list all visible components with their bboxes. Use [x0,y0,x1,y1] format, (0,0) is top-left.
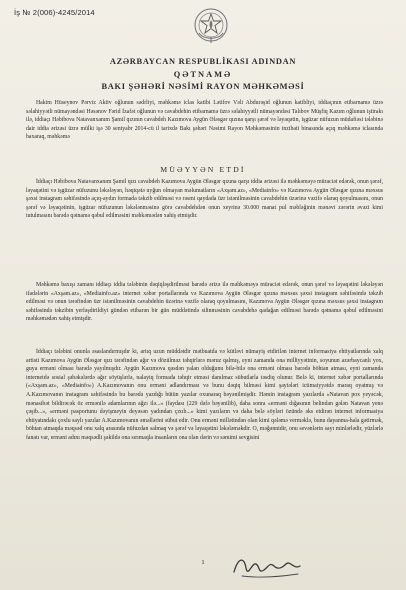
court-heading: BAKI ŞƏHƏRİ NƏSİMİ RAYON MƏHKƏMƏSİ [101,82,305,91]
intro-paragraph: Hakim Hüseynov Pərviz Aktiv oğlunun sədrliyi, məhkəmə iclas katibi Lətifov Vəli Abdurəşid oğlunun katibliyi, iddiaçının etibarnamə üzrə səlahiyyətli nümayəndəsi Həsənov Fərid İzafət oğlunun və cavabdehin etibarnamə üzrə səlahiyyətli nümayəndəsi Talıbov Müşfiq Kazım oğlunun iştirakı ilə, iddiaçı Həbibova Natavanxanım Şamil qızının cavabdeh Kazımova Aygün Ələsgər qızına qarşı şərəf və ləyaqətin, işgüzar nüfuzun müdafiəsi tələbinə dair iddia ərizəsi üzrə mülki işə 30 sentyabr 2014-cü il tarixdə Bakı şəhəri Nəsimi Rayon Məhkəməsinin inzibati binasında açıq məhkəmə iclasında baxaraq, məhkəmə [26,100,383,141]
coat-of-arms-icon [193,7,229,45]
claim-paragraph: İddiaçı Həbibova Natavanxanım Şamil qızı cavabdeh Kazımova Aygün Ələsgər qızına qarşı iddia ərizəsi ilə məhkəməyə müraciət edərək, onun şərəf, ləyaqətini və işgüzar nüfuzunu ləkələyən, həqiqətə uyğun olmayan məlumatların «Axşam.az», «Mediainfo» və Kazımova Aygün Ələsgər qızına məxsus şəxsi instagram səhifəsində açıq-aydın formada təkzib edilməsi və rəsmi qaydada üzr istənilməsinin cavabdehin üzərinə vəzifə olaraq qoyulmasını, onun şərəf və ləyaqətinin, işgüzar nüfuzunun ləkələnməsinə görə cavabdehdən onun xeyrinə 30.000 manat pul məbləğinin mənəvi zərərin əvəzi kimi tutulmasını barədə qətnamə qəbul edilməsini məhkəmədən xahiş etmişdir. [26,179,383,220]
established-heading: MÜƏYYƏN ETDİ [160,165,246,174]
handwritten-signature-icon [228,548,308,584]
hearing-paragraph: Məhkəmə baxışı zamanı iddiaçı iddia tələbinin dəqiqləşdirilməsi barədə ərizə ilə məhkəməyə müraciət edərək, onun şərəf və ləyaqətini ləkələyən ifadələrin «Axşam.az», «Mediainfo.az» internet xəbər portallarında və Kazımova Aygün Ələsgər qızına məxsus şəxsi instagram səhifəsində təkzib edilməsi və onun tərəfindən üzr istənilməsinin cavabdehin üzərinə vəzifə olaraq qoyulmasını, Kazımova Aygün Ələsgər qızına məxsus şəxsi instagram səhifəsində təkzibin yerləşdirildiyi gündən etibarən bir gün müddətində silinməsinin cavabdehə qadağan edilməsi barədə qətnamə qəbul edilməsini məhkəmədən xahiş etmişdir. [26,282,383,323]
page-number: 1 [201,559,205,566]
decision-heading: QƏTNAMƏ [173,70,233,79]
republic-heading: AZƏRBAYCAN RESPUBLİKASI ADINDAN [109,57,297,66]
case-number: İş № 2(006)-4245/2014 [14,8,95,17]
grounds-paragraph: İddiaçı tələbini onunla əsaslandırmışdır ki, artıq uzun müddətdir mətbuatda və kütləvi nümayiş etdirilən internet informasiya ehtiyatlarında xalq artisti Kazımova Aygün Ələsgər qızı tərəfindən ağır və dözülməz təhqirlərə məruz qalmış, eyni zamanda ona milliyyətinin, soyunun azərbaycanlı yox, guya erməni olması barədə yayılmışdır. Aygün Kazımova qəsdən yalan olduğunu bilə-bilə ona erməni olması barədə böhtan atması, eyni zamanda internetdə sosial şəbəkələrdə ağır söyüşlərlə, nalayiq formada təhqir etməsi danılmaz sübutlarla təsdiq olunur. Belə ki, internet xəbər portallarında («Axşam.az», «Mediainfo») A.Kazımovanın onu erməni adlandırması və bunu dəqiq bilməsi kimi şayiələri ictimaiyyətdə maraq oyatmış və A.Kazımovanın instagram səhifəsində bu barədə yazdığı bütün yazılar oxunaraq bəyənilmişdir. Həmin instagram yazılarda «Natavan pox yeyəcək, mənasibət bildirəcək öz ermənilə adamlarının ağzı ilə...» (faydası (229 dəfə bəyənilib), daha sonra «erməni dığasının belindən gələn Natavan yenə çəşib...», «erməni pasportunu dəyişmeyin deyəsən yadından çıxıb...» kimi yazıların və daha belə söyləri özündə əks etdirən internet informasiya ehtiyatındakı çoxlu saylı yazılar A.Kazımovanın əməllərini sübut edir. Onu erməni millətindən olan kimi qələmə verməklə, bunu dayanma-hala gətirmək, böhtan atmaqda məqsəd onu xalq arasında nüfuzdan salmaq və şərəf və ləyaqətini ləkələməkdir. O, məğənnidir, onu sevənlərin sayı minlərlədir, yüzlərlə fanatı var, erməni adını məqsədli şəkildə ona sırımaqla insanların ona olan dərin və səmimi sevgisini [26,349,383,441]
